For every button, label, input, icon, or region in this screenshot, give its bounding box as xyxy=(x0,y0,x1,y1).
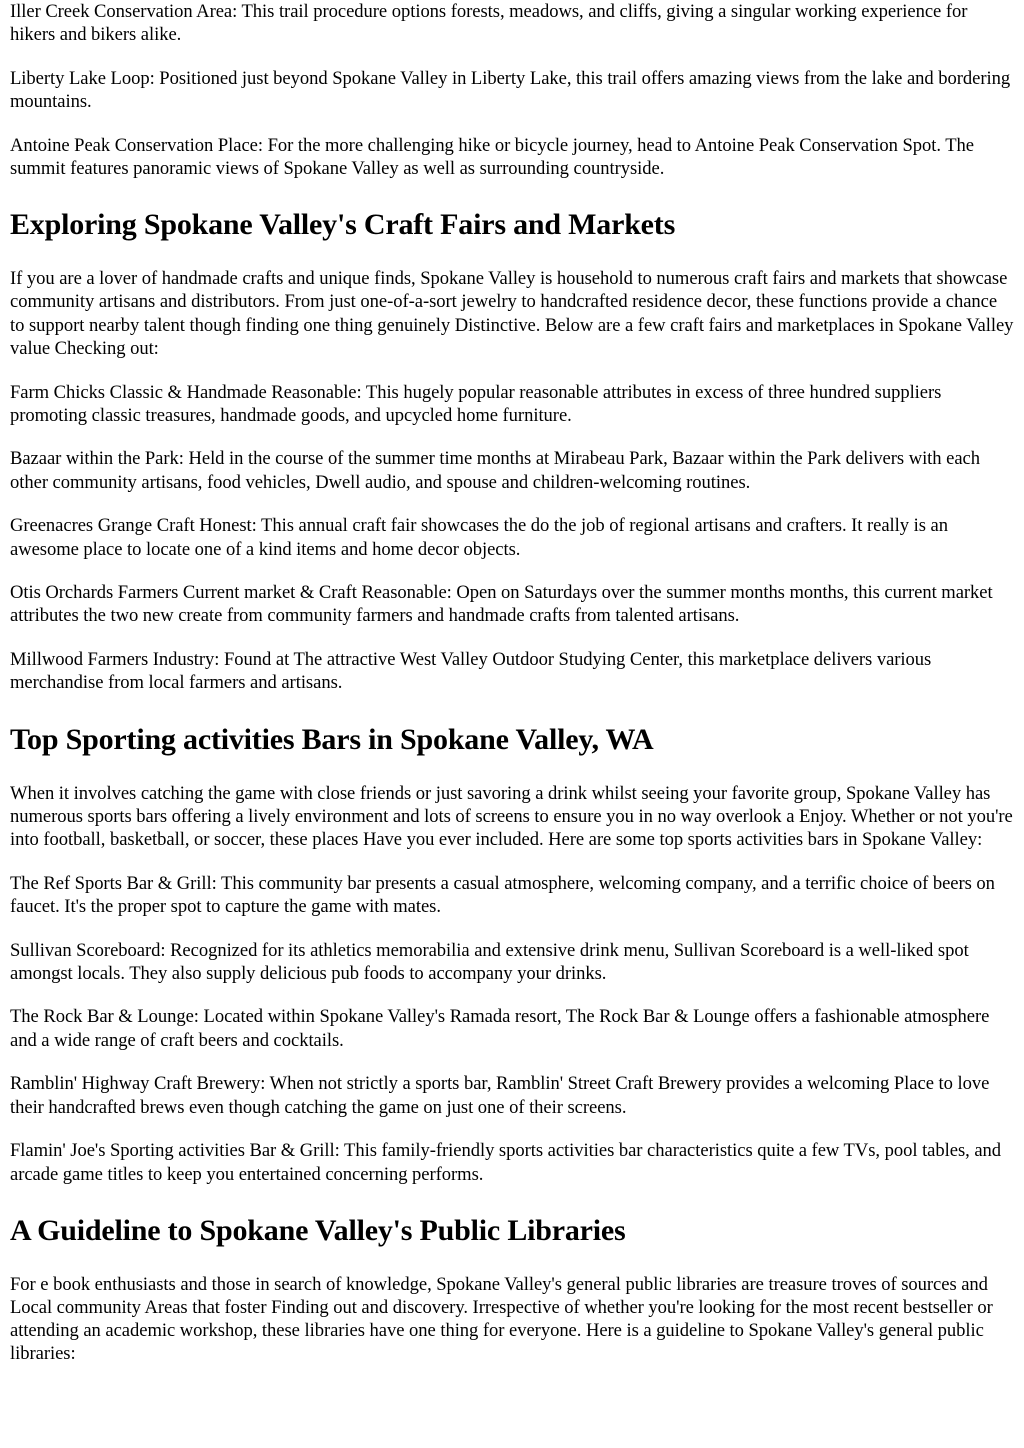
heading-sports-bars: Top Sporting activities Bars in Spokane Valley, WA xyxy=(10,722,654,756)
heading-public-libraries: A Guideline to Spokane Valley's Public Libraries xyxy=(10,1213,626,1247)
paragraph-greenacres: Greenacres Grange Craft Honest: This annual craft fair showcases the do the job of regional artisans and crafters. It really is an awesome place to locate one of a kind items and home decor objects. xyxy=(10,515,948,560)
paragraph-libraries-intro: For e book enthusiasts and those in search of knowledge, Spokane Valley's general public libraries are treasure troves of sources and Local community Areas that foster Finding out and discovery. Irrespective of whether you're looking for the most recent bestseller or attending an academic workshop, these libraries have one thing for everyone. Here is a guideline to Spokane Valley's general public libraries: xyxy=(10,1273,993,1365)
paragraph-sports-intro: When it involves catching the game with close friends or just savoring a drink whilst seeing your favorite group, Spokane Valley has numerous sports bars offering a lively environment and lots of screens to ensure you in no way overlook a Enjoy. Whether or not you're into football, basketball, or soccer, these places Have you ever included. Here are some top sports activities bars in Spokane Valley: xyxy=(10,782,1013,850)
paragraph-craft-intro: If you are a lover of handmade crafts and unique finds, Spokane Valley is household to numerous craft fairs and markets that showcase community artisans and distributors. From just one-of-a-sort jewelry to handcrafted residence decor, these functions provide a chance to support nearby talent though finding one thing genuinely Distinctive. Below are a few craft fairs and marketplaces in Spokane Valley value Checking out: xyxy=(10,268,1014,359)
paragraph-bazaar-park: Bazaar within the Park: Held in the course of the summer time months at Mirabeau Park, Bazaar within the Park delivers with each other community artisans, food vehicles, Dwell audio, and spouse and children-welcoming routines. xyxy=(10,448,981,493)
paragraph-iller-creek: Iller Creek Conservation Area: This trail procedure options forests, meadows, and cliffs, giving a singular working experience for hikers and bikers alike. xyxy=(10,1,968,46)
paragraph-sullivan-scoreboard: Sullivan Scoreboard: Recognized for its athletics memorabilia and extensive drink menu, Sullivan Scoreboard is a well-liked spot amongst locals. They also supply delicious pub foods to accompany your drinks. xyxy=(10,939,969,984)
paragraph-farm-chicks: Farm Chicks Classic & Handmade Reasonable: This hugely popular reasonable attributes in excess of three hundred suppliers promoting classic treasures, handmade goods, and upcycled home furniture. xyxy=(10,381,942,426)
paragraph-flamin-joes: Flamin' Joe's Sporting activities Bar & Grill: This family-friendly sports activities bar characteristics quite a few TVs, pool tables, and arcade game titles to keep you entertained concerning performs. xyxy=(10,1140,1002,1185)
heading-craft-fairs: Exploring Spokane Valley's Craft Fairs and Markets xyxy=(10,208,676,242)
paragraph-liberty-lake: Liberty Lake Loop: Positioned just beyond Spokane Valley in Liberty Lake, this trail offers amazing views from the lake and bordering mountains. xyxy=(10,67,1011,113)
paragraph-ref-sports-bar: The Ref Sports Bar & Grill: This community bar presents a casual atmosphere, welcoming company, and a terrific choice of beers on faucet. It's the proper spot to capture the game with mates. xyxy=(10,872,995,917)
paragraph-rock-bar: The Rock Bar & Lounge: Located within Spokane Valley's Ramada resort, The Rock Bar & Lounge offers a fashionable atmosphere and a wide range of craft beers and cocktails. xyxy=(10,1006,990,1051)
paragraph-antoine-peak: Antoine Peak Conservation Place: For the more challenging hike or bicycle journey, head to Antoine Peak Conservation Spot. The summit features panoramic views of Spokane Valley as well as surrounding countryside. xyxy=(10,134,974,180)
paragraph-millwood: Millwood Farmers Industry: Found at The attractive West Valley Outdoor Studying Center, this marketplace delivers various merchandise from local farmers and artisans. xyxy=(10,649,932,694)
paragraph-ramblin-highway: Ramblin' Highway Craft Brewery: When not strictly a sports bar, Ramblin' Street Craft Brewery provides a welcoming Place to love their handcrafted brews even though catching the game on just one of their screens. xyxy=(10,1073,990,1118)
paragraph-otis-orchards: Otis Orchards Farmers Current market & Craft Reasonable: Open on Saturdays over the summer months months, this current market attributes the two new create from community farmers and handmade crafts from talented artisans. xyxy=(10,582,993,627)
